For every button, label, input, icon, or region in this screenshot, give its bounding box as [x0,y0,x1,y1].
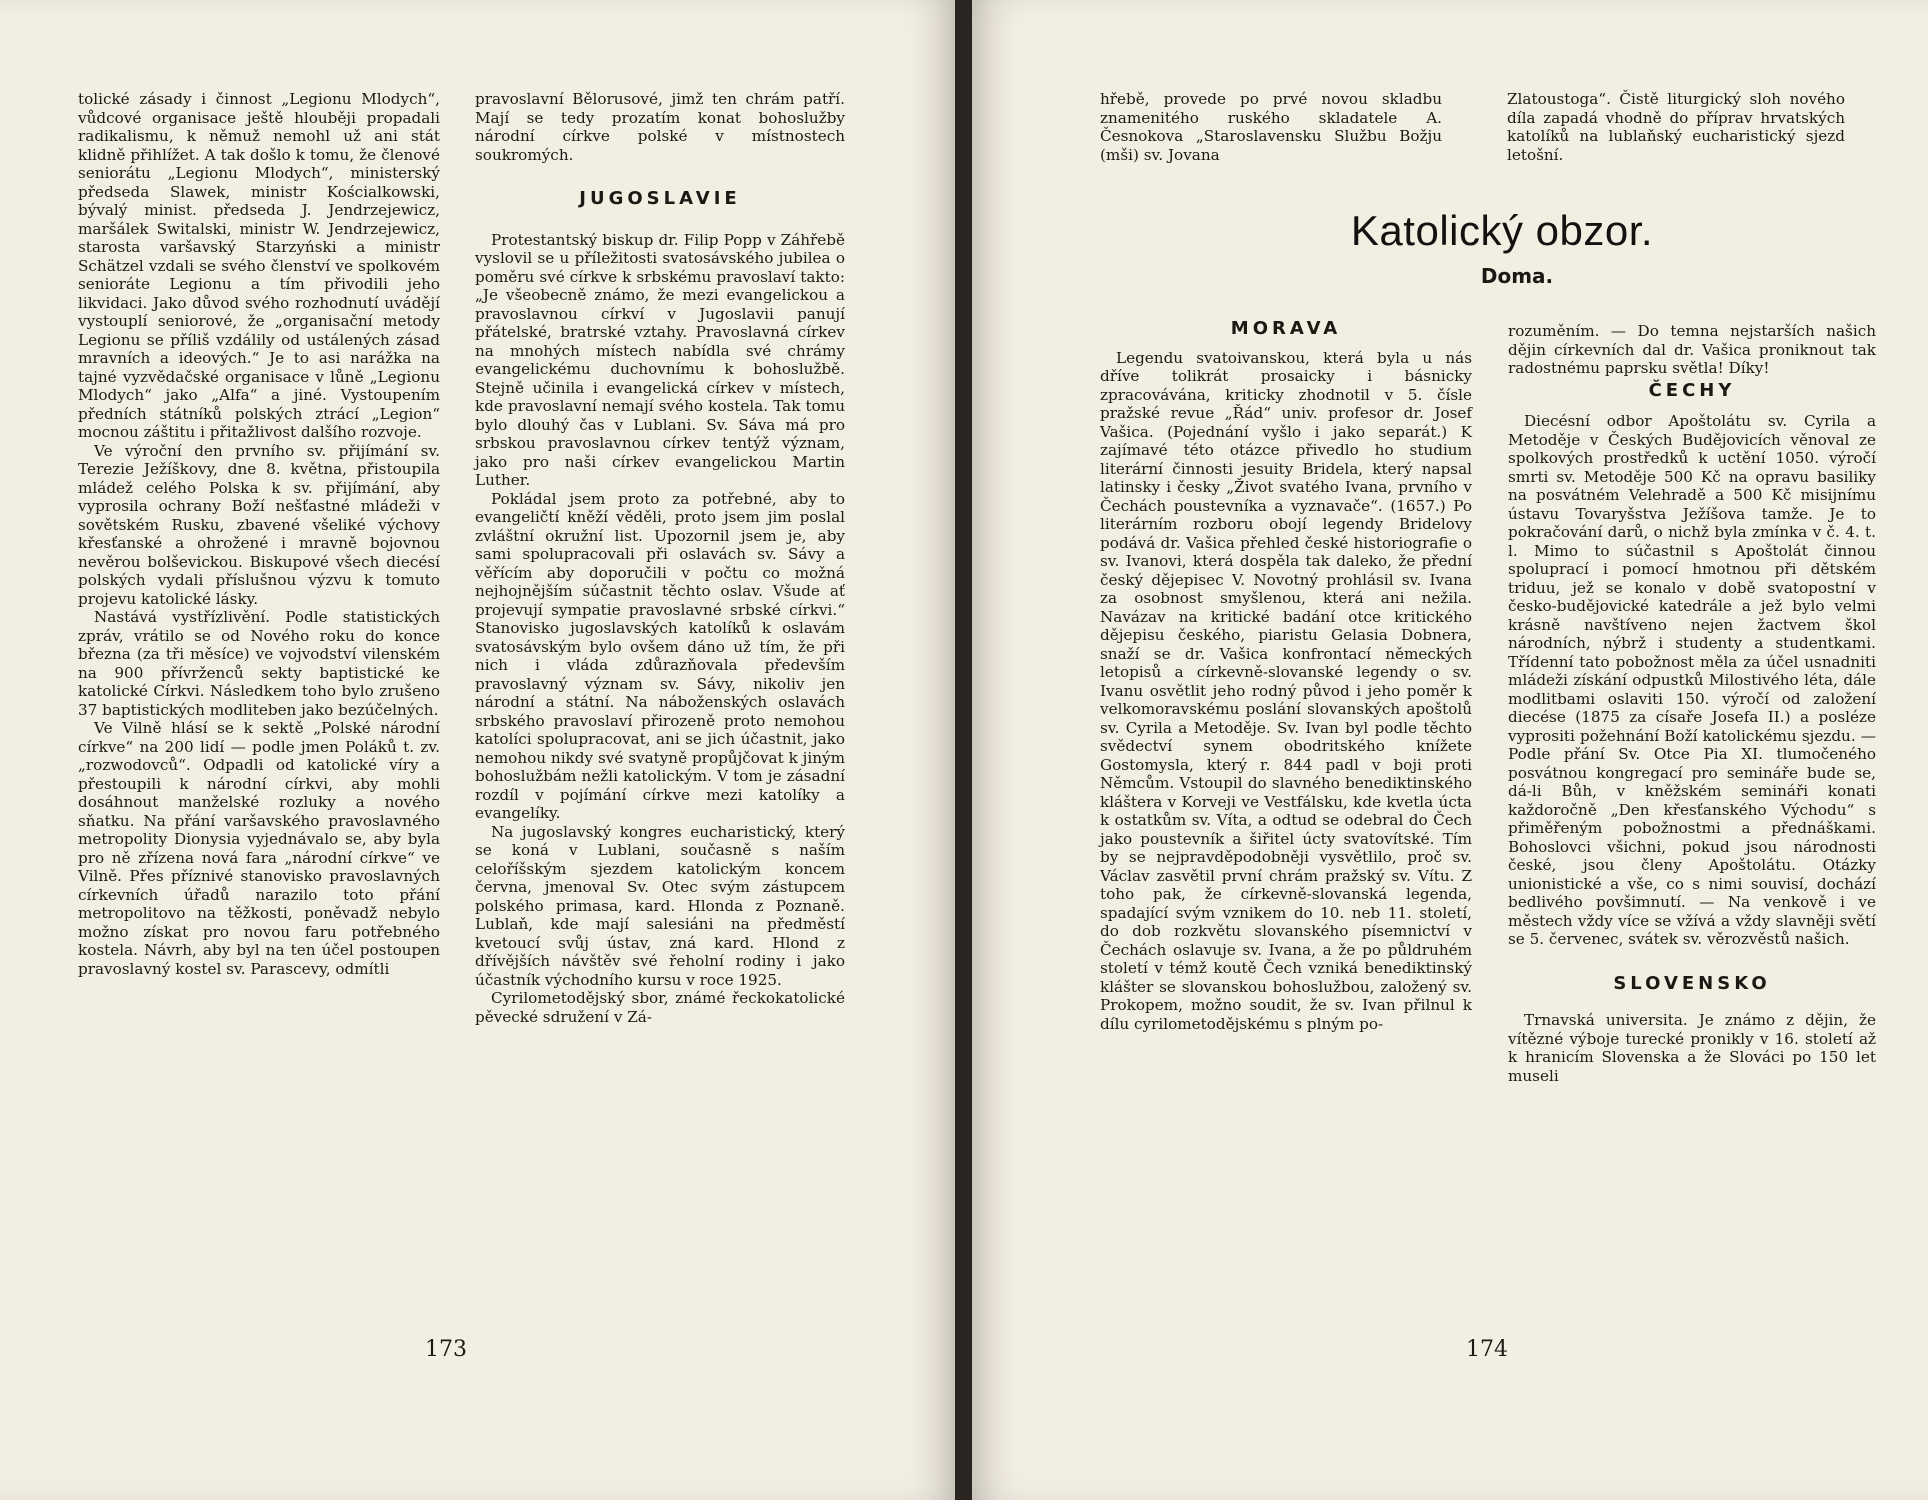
section-heading-cechy: ČECHY [1648,379,1736,401]
right-top-column-2 [1507,90,1845,164]
paragraph-trnavska: Trnavská universita. Je známo z dějin, že vítězné výboje turecké pronikly v 16. století až k hranicím Slovenska a že Slováci po 150 let museli [1508,1011,1876,1085]
page-title: Katolický obzor. [1350,207,1654,254]
section-heading-jugoslavie: JUGOSLAVIE [579,188,741,209]
section-heading-morava: MORAVA [1230,318,1342,339]
paragraph-legion: tolické zásady i činnost „Legionu Mlodych“, vůdcové organisace ještě hlouběji propadali radikalismu, k němuž nemohl už ani stát klidně přihlížet. A tak došlo k tomu, že členové seniorátu „Legionu Mlodych“, ministerský předseda Slawek, ministr Kościalkowski, bývalý minist. předseda J. Jendrzejewicz, maršálek Switalski, ministr W. Jendrzejewicz, starosta varšavský Starzyński a ministr Schätzel vzdali se svého členství ve spolkovém senioráte Legionu a tím přivodili jeho likvidaci. Jako důvod svého rozhodnutí uvádějí vystouplí seniorové, že „organisační metody Legionu se příliš vzdálily od ustálených zásad mravních a ideových.“ Je to asi narážka na tajné vyzvědačské organisace v lůně „Legionu Mlodych“ jako „Alfa“ a jiné. Vystoupením předních státníků polských ztrácí „Legion“ mocnou záštitu i přitažlivost dalšího rozvoje. [78,90,440,441]
paragraph-popp: Protestantský biskup dr. Filip Popp v Záhřebě vyslovil se u příležitosti svatosávského jubilea o poměru své církve k srbskému pravoslaví takto: „Je všeobecně známo, že mezi evangelickou a pravoslavnou církví v Jugoslavii panují přátelské, bratrské vztahy. Pravoslavná církev na mnohých místech nabídla své chrámy evangelickému duchovnímu k bohoslužbě. Stejně učinila i evangelická církev v místech, kde pravoslavní nemají svého kostela. Tak tomu bylo dlouhý čas v Lublani. Sv. Sáva má pro srbskou pravoslavnou církev tentýž význam, jako pro naši církev evangelickou Martin Luther. [475,230,845,489]
left-column-2 [475,90,845,1026]
page-number-left: 173 [425,1337,467,1362]
right-column-2 [1508,322,1876,1085]
section-heading-slovensko: SLOVENSKO [1613,972,1771,994]
right-top-column-1 [1100,90,1442,164]
paragraph-vilne: Ve Vilně hlásí se k sektě „Polské národní církve“ na 200 lidí — podle jmen Poláků t. zv. „rozwodovců“. Odpadli od katolické víry a přestoupili k národní církvi, aby mohli dosáhnout manželské rozluky a nového sňatku. Na přání varšavského pravoslavného metropolity Dionysia vyjednávalo se, aby byla pro ně zřízena nová fara „národní církve“ ve Vilně. Přes příznivé stanovisko pravoslavných církevních úřadů narazilo toto přání metropolitovo na těžkosti, poněvadž nebylo možno získat pro novou faru potřebného kostela. Návrh, aby byl na ten účel postoupen pravoslavný kostel sv. Parascevy, odmítli [78,719,440,978]
paragraph-legendu: Legendu svatoivanskou, která byla u nás dříve tolikrát prosaicky i básnicky zpracovávána, kriticky zhodnotil v 5. čísle pražské revue „Řád“ univ. profesor dr. Josef Vašica. (Pojednání vyšlo i jako separát.) K zajímavé této otázce přivedlo ho studium literární činnosti jesuity Bridela, který napsal latinsky i česky „Život svatého Ivana, prvního v Čechách poustevníka a vyznavače“. (1657.) Po literárním rozboru obojí legendy Bridelovy podává dr. Vašica přehled české historiografie o sv. Ivanovi, která dospěla tak daleko, že přední český dějepisec V. Novotný prohlásil sv. Ivana za osobnost smyšlenou, která ani nežila. Navázav na kritické badání otce kritického dějepisu českého, piaristu Gelasia Dobnera, snaží se dr. Vašica konfrontací německých letopisů a církevně-slovanské legendy o sv. Ivanu osvětlit jeho rodný původ i jeho poměr k velkomoravskému poslání slovanských apoštolů sv. Cyrila a Metoděje. Sv. Ivan byl podle těchto svědectví synem obodritského knížete Gostomysla, který r. 844 padl v boji proti Němcům. Vstoupil do slavného benediktinského kláštera v Korveji ve Vestfálsku, kde kvetla úcta k ostatkům sv. Víta, a odtud se odebral do Čech jako poustevník a šiřitel úcty svatovítské. Tím by se nejpravděpodobněji vysvětlilo, proč sv. Václav zasvětil první chrám pražský sv. Vítu. Z toho pak, že církevně-slovanská legenda, spadající svým vznikem do 10. neb 11. století, do dob rozkvětu slovanského písemnictví v Čechách oslavuje sv. Ivana, a že po půldruhém století v témž koutě Čech vzniká benediktinský klášter se slovanskou bohoslužbou, založený sv. Prokopem, možno soudit, že sv. Ivan přilnul k dílu cyrilometodějskému s plným po- [1100,348,1472,1033]
page-subtitle: Doma. [1480,264,1554,288]
paragraph-kongres: Na jugoslavský kongres eucharistický, který se koná v Lublani, současně s naším celoříšským sjezdem katolickým koncem června, jmenoval Sv. Otec svým zástupcem polského primasa, kard. Hlonda z Poznaně. Lublaň, kde mají salesiáni na předměstí kvetoucí svůj ústav, zná kard. Hlond z dřívějších návštěv své řeholní rodiny i jako účastník východního kursu v roce 1925. [475,822,845,989]
paragraph-diecesni-odbor: Diecésní odbor Apoštolátu sv. Cyrila a Metoděje v Českých Budějovicích věnoval ze spolkových prostředků k uctění 1050. výročí smrti sv. Metoděje 500 Kč na opravu basiliky na posvátném Velehradě a 500 Kč misijnímu ústavu Tovaryšstva Ježíšova tamže. Je to pokračování darů, o nichž byla zmínka v č. 4. t. l. Mimo to súčastnil s Apoštolát činnou spoluprací i pomocí hmotnou při dětském triduu, jež se konalo v době svatopostní v česko-budějovické katedrále a jež bylo velmi krásně navštíveno nejen žactvem škol národních, nýbrž i studenty a studentkami. Třídenní tato pobožnost měla za účel usnadniti mládeži získání odpustků Milostivého léta, dále modlitbami oslaviti 150. výročí od založení diecése (1875 za císaře Josefa II.) a posléze vyprositi požehnání Boží katolickému sjezdu. — Podle přání Sv. Otce Pia XI. tlumočeného posvátnou kongregací pro semináře bude se, dá-li Bůh, v kněžském semináři konati každoročně „Den křesťanského Východu“ s přiměřeným pobožnostmi a přednáškami. Bohoslovci všichni, pokud jsou národnosti české, jsou členy Apoštolátu. Otázky unionistické a vše, co s nimi souvisí, dochází bedlivého povšimnutí. — Na venkově i ve městech vždy více se vžívá a vždy slavněji světí se 5. červenec, svátek sv. věrozvěstů našich. [1508,412,1876,948]
paragraph-belorusove: pravoslavní Bělorusové, jimž ten chrám patří. Mají se tedy prozatím konat bohoslužby národní církve polské v místnostech soukromých. [475,90,845,164]
paragraph-pokladal: Pokládal jsem proto za potřebné, aby to evangeličtí kněží věděli, proto jsem jim poslal zvláštní okružní list. Upozornil jsem je, aby sami spolupracovali při oslavách sv. Sávy a věřícím aby doporučili v počtu co možná nejhojnějším súčastnit těchto oslav. Všude ať projevují sympatie pravoslavné srbské církvi.“ Stanovisko jugoslavských katolíků k oslavám svatosávským bylo ovšem dáno už tím, že při nich i vláda zdůrazňovala především pravoslavný význam sv. Sávy, nikoliv jen národní a státní. Na náboženských oslavách srbského pravoslaví přirozeně proto nemohou katolíci spolupracovat, ani se jich účastnit, jako nemohou nikdy své svatyně propůjčovat k jiným bohoslužbám nežli katolickým. V tom je zásadní rozdíl v pojímání církve mezi katolíky a evangelíky. [475,489,845,822]
page-number-right: 174 [1466,1337,1508,1362]
left-page [0,0,955,1500]
paragraph-cyrilometodejsky-sbor: Cyrilometodějský sbor, známé řeckokatolické pěvecké sdružení v Zá- [475,989,845,1026]
left-column-1 [78,90,440,978]
paragraph-zlatoustoga: Zlatoustoga“. Čistě liturgický sloh nového díla zapadá vhodně do příprav hrvatských katolíků na lublaňský eucharistický sjezd letošní. [1507,90,1845,164]
paragraph-hrebe: hřebě, provede po prvé novou skladbu znamenitého ruského skladatele A. Česnokova „Staroslavensku Službu Božju (mši) sv. Jovana [1100,90,1442,164]
paragraph-vystrizliveni: Nastává vystřízlivění. Podle statistických zpráv, vrátilo se od Nového roku do konce března (za tři měsíce) ve vojvodství vilenském na 900 přívrženců sekty baptistické ke katolické Církvi. Následkem toho bylo zrušeno 37 baptistických modliteben jako bezúčelných. [78,608,440,719]
right-column-1 [1100,316,1472,1033]
paragraph-terezie: Ve výroční den prvního sv. přijímání sv. Terezie Ježíškovy, dne 8. května, přistoupila mládež celého Polska k sv. přijímání, aby vyprosila ochrany Boží nešťastné mládeži v sovětském Rusku, zbavené všeliké výchovy křesťanské a ohrožené i mravně bojovnou nevěrou bolševickou. Biskupové všech diecésí polských vydali příslušnou výzvu k tomuto projevu katolické lásky. [78,441,440,608]
paragraph-rozumenim: rozuměním. — Do temna nejstarších našich dějin církevních dal dr. Vašica proniknout tak radostnému paprsku světla! Díky! [1508,322,1876,377]
